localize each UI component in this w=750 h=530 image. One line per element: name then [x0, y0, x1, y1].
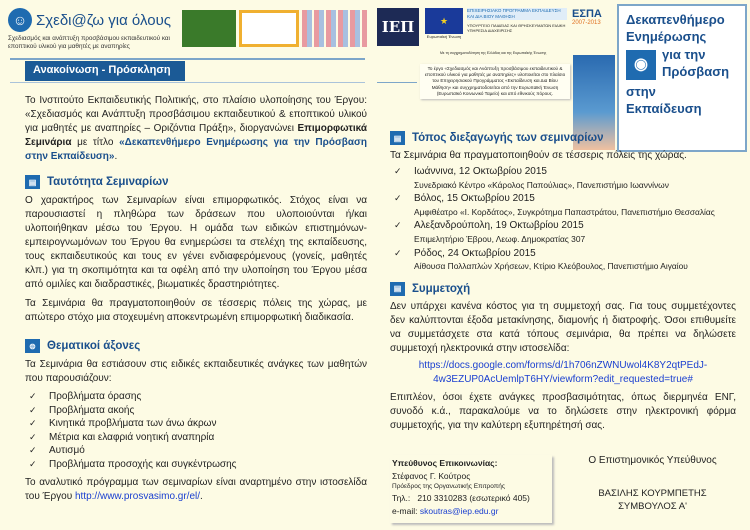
venue-place: Αίθουσα Πολλαπλών Χρήσεων, Κτίριο Κλεόβουλος, Πανεπιστήμιο Αιγαίου	[414, 261, 688, 272]
venue-place: Επιμελητήριο Έβρου, Λεωφ. Δημοκρατίας 307	[414, 233, 586, 244]
themes-outro	[25, 476, 367, 504]
contact-email	[392, 505, 550, 518]
right-rule	[377, 82, 417, 83]
espa-logo	[572, 8, 615, 26]
registration-link[interactable]	[390, 359, 736, 387]
accessibility-icon: ☺	[8, 8, 32, 32]
intro-bold: Επιμορφωτικά Σεμινάρια	[25, 123, 367, 148]
book-icon: ▤	[25, 175, 40, 189]
intro-text: με τίτλο	[71, 137, 120, 148]
identity-heading	[25, 175, 367, 189]
signature	[570, 455, 735, 512]
espa-years: 2007-2013	[572, 20, 601, 26]
themes-list	[25, 390, 367, 472]
signature-name: ΒΑΣΙΛΗΣ ΚΟΥΡΜΠΕΤΗΣ	[598, 488, 707, 499]
heading-text: Συμμετοχή	[412, 282, 471, 295]
book-icon: ▤	[390, 131, 405, 145]
logo-title: Σχεδι@ζω για όλους	[36, 11, 172, 29]
program-logo	[467, 8, 567, 33]
list-item: ✓ Προβλήματα προσοχής και συγκέντρωσης	[25, 458, 367, 472]
espa-label: ΕΣΠΑ	[572, 8, 602, 20]
outro-end: .	[200, 490, 203, 502]
list-item: ✓ Προβλήματα όρασης	[25, 390, 367, 404]
cofund-label: Με τη συγχρηματοδότηση της Ελλάδας και της Ευρωπαϊκής Ένωσης	[440, 51, 547, 55]
left-column	[25, 94, 367, 504]
signature-role: ΣΥΜΒΟΥΛΟΣ Α'	[618, 501, 687, 512]
email-label: e-mail:	[392, 505, 420, 516]
venues-intro: Τα Σεμινάρια θα πραγματοποιηθούν σε τέσσερις πόλεις της χώρας.	[390, 150, 687, 161]
list-item: ✓ Αυτισμό	[25, 444, 367, 458]
title-line: Ενημέρωσης	[626, 28, 707, 44]
venue-item	[390, 192, 736, 219]
venue-item	[390, 165, 736, 192]
heading-text: Θεματικοί άξονες	[47, 340, 141, 352]
intro-end: .	[114, 151, 118, 162]
program-label: ΕΠΙΧΕΙΡΗΣΙΑΚΟ ΠΡΟΓΡΑΜΜΑ ΕΚΠΑΙΔΕΥΣΗ ΚΑΙ ΔΙΑ ΒΙΟΥ ΜΑΘΗΣΗ	[467, 8, 567, 20]
intro-paragraph	[25, 94, 367, 164]
iep-logo: ΙΕΠ	[377, 8, 419, 46]
eu-label: Ευρωπαϊκή Ένωση	[426, 34, 462, 39]
banner-images	[182, 10, 367, 47]
eu-flag-icon: ★	[425, 8, 463, 34]
identity-paragraph-2: Τα Σεμινάρια θα πραγματοποιηθούν σε τέσσερις πόλεις της χώρας, με απώτερο στόχο μια στοχευμένη αποκεντρωμένη επιμορφωτική διαδικασία.	[25, 298, 367, 323]
book-icon: ▤	[390, 282, 405, 296]
participation-paragraph: Δεν υπάρχει κανένα κόστος για τη συμμετοχή σας. Για τους συμμετέχοντες δεν καλύπτονται έξοδα μετακίνησης, διαμονής ή διατροφής. Όσοι επιθυμείτε να συμμετάσχετε στα κατά τόπους σεμινάρια, θα πρέπει να δηλώσετε συμμετοχή ηλεκτρονικά στην ιστοσελίδα:	[390, 300, 736, 354]
title-line: στην	[626, 84, 656, 99]
venues-list	[390, 165, 736, 274]
title-line: Πρόσβαση	[662, 63, 730, 79]
venue-city: ✓ Αλεξανδρούπολη, 19 Οκτωβρίου 2015	[414, 220, 584, 232]
contact-heading: Υπεύθυνος Επικοινωνίας:	[392, 458, 498, 468]
contact-phone: Τηλ.: 210 3310283 (εσωτερικό 405)	[392, 493, 530, 503]
pencils-image	[302, 10, 367, 47]
list-item: ✓ Κινητικά προβλήματα των άνω άκρων	[25, 417, 367, 431]
ministry-label: ΥΠΟΥΡΓΕΙΟ ΠΑΙΔΕΙΑΣ ΚΑΙ ΘΡΗΣΚΕΥΜΑΤΩΝ ΕΙΔΙΚΗ ΥΠΗΡΕΣΙΑ ΔΙΑΧΕΙΡΙΣΗΣ	[467, 23, 566, 33]
project-note: Το έργο «Σχεδιασμός και Ανάπτυξη προσβάσιμου εκπαιδευτικού & εποπτικού υλικού για μαθητές με αναπηρίες» υλοποιείται στο πλαίσιο του Επιχειρησιακού Προγράμματος «Εκπαίδευση και Δια Βίου Μάθηση» και συγχρηματοδοτείται από την Ευρωπαϊκή Ένωση (Ευρωπαϊκό Κοινωνικό Ταμείο) και από εθνικούς πόρους.	[420, 64, 570, 99]
outro-text: Το αναλυτικό πρόγραμμα των σεμιναρίων είναι αναρτημένο στην ιστοσελίδα του Έργου	[25, 476, 367, 502]
heading-text: Ταυτότητα Σεμιναρίων	[47, 176, 169, 188]
venue-city: ✓ Ρόδος, 24 Οκτωβρίου 2015	[414, 247, 536, 259]
title-line: για την	[662, 47, 706, 62]
list-item: ✓ Μέτρια και ελαφριά νοητική αναπηρία	[25, 431, 367, 445]
intro-text: Το Ινστιτούτο Εκπαιδευτικής Πολιτικής, στο πλαίσιο υλοποίησης του Έργου: «Σχεδιασμός και Ανάπτυξη προσβάσιμου εκπαιδευτικού & εποπτικού υλικού για μαθητές με αναπηρίες – Οριζόντια Πράξη», διοργανώνει	[25, 95, 367, 134]
registration-link-line[interactable]: https://docs.google.com/forms/d/1h706nZWNUwol4K8Y2qtPEdJ-	[418, 359, 708, 371]
eu-logo	[425, 8, 463, 48]
accessibility-paragraph: Επιπλέον, όσοι έχετε ανάγκες προσβασιμότητας, όπως διερμηνέα ΕΝΓ, συνοδό κ.ά., παρακαλούμε να το δηλώσετε στην ηλεκτρονική φόρμα συμμετοχής, για την καλύτερη εξυπηρέτησή σας.	[390, 391, 736, 431]
venue-item	[390, 219, 736, 246]
frame-image	[239, 10, 299, 47]
header-tab: Ανακοίνωση - Πρόσκληση	[25, 61, 185, 81]
themes-intro: Τα Σεμινάρια θα εστιάσουν στις ειδικές εκπαιδευτικές ανάγκες των μαθητών που παρουσιάζουν:	[25, 359, 367, 384]
topics-icon: ⊜	[25, 339, 40, 353]
title-line: Δεκαπενθήμερο	[626, 12, 725, 27]
registration-link-line[interactable]: 4w3EZUP0AcUemlpT6HY/viewform?edit_requested=true#	[433, 373, 693, 385]
participation-heading	[390, 282, 736, 296]
contact-box	[390, 455, 552, 523]
venue-place: Συνεδριακό Κέντρο «Κάρολος Παπούλιας», Πανεπιστήμιο Ιωαννίνων	[414, 179, 669, 190]
email-link[interactable]: skoutras@iep.edu.gr	[419, 505, 499, 516]
signature-title: Ο Επιστημονικός Υπεύθυνος	[588, 455, 717, 466]
venue-place: Αμφιθέατρο «Ι. Κορδάτος», Συγκρότημα Παπαστράτου, Πανεπιστήμιο Θεσσαλίας	[414, 206, 715, 217]
identity-paragraph: Ο χαρακτήρος των Σεμιναρίων είναι επιμορφωτικός. Στόχος είναι να παρουσιαστεί η πληθώρα των δράσεων που υλοποιούνται ή/και υλοποιήθηκαν μέσω του Έργου. Η ομάδα των ειδικών επιστημόνων-εμπειρογνωμόνων του Έργου θα ενημερώσει τα στελέχη της εκπαίδευσης, τους εκπαιδευτικούς και τους εν γένει ενδιαφερόμενους (γονείς, μαθητές κλπ.) για τη σκοπιμότητα και τα οφέλη από την υλοποίηση του Έργου μέσα από ομιλίες και διαδραστικές, βιωματικές δραστηριότητες.	[25, 195, 367, 290]
title-line: Εκπαίδευση	[626, 100, 702, 116]
heading-text: Τόπος διεξαγωγής των σεμιναρίων	[412, 132, 604, 144]
header-rule	[10, 58, 365, 60]
site-logo	[8, 8, 171, 32]
contact-role: Πρόεδρος της Οργανωτικής Επιτροπής	[392, 483, 505, 490]
themes-heading	[25, 339, 367, 353]
right-column	[390, 131, 736, 433]
road-image	[182, 10, 236, 47]
list-item: ✓ Προβλήματα ακοής	[25, 404, 367, 418]
seminar-title: «Δεκαπενθήμερο Ενημέρωσης για την Πρόσβαση στην Εκπαίδευση»	[25, 137, 367, 162]
header-rule-bottom	[10, 82, 365, 83]
project-website-link[interactable]: http://www.prosvasimo.gr/el/	[74, 490, 201, 502]
title-box	[617, 4, 747, 152]
un-emblem-icon: ◉	[626, 50, 656, 80]
venue-city: ✓ Βόλος, 15 Οκτωβρίου 2015	[414, 193, 535, 205]
logo-subtitle: Σχεδιασμός και ανάπτυξη προσβάσιμου εκπαιδευτικού και εποπτικού υλικού για μαθητές με αναπηρίες	[8, 35, 170, 50]
contact-name: Στέφανος Γ. Κούτρος	[392, 470, 471, 481]
venues-heading	[390, 131, 736, 145]
venue-city: ✓ Ιωάννινα, 12 Οκτωβρίου 2015	[414, 166, 547, 177]
venue-item	[390, 247, 736, 274]
